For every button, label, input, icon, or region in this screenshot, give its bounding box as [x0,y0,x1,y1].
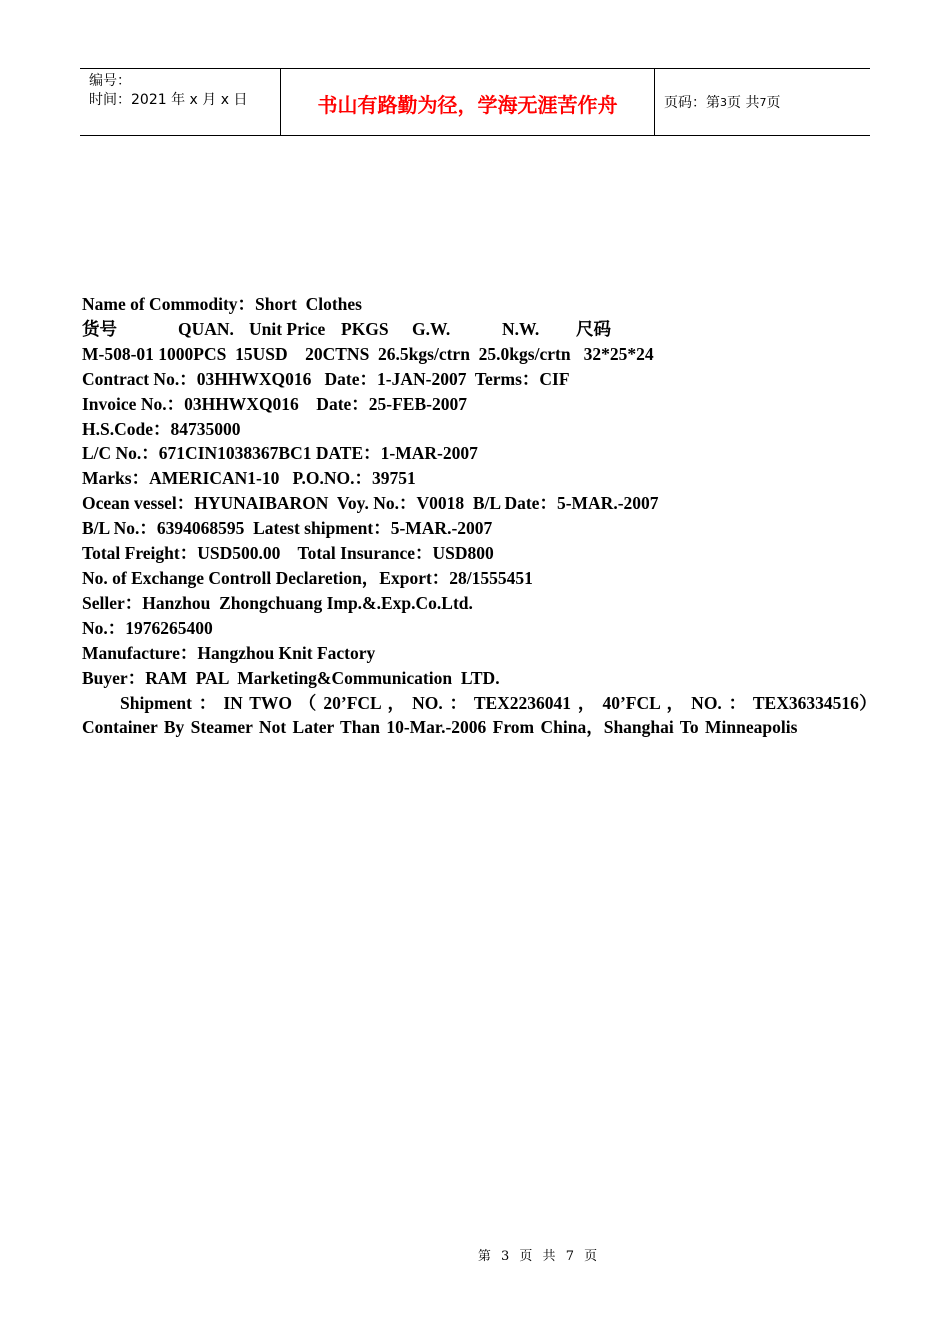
page-label-pre: 页码：第 [664,95,720,111]
header-page-info [655,69,870,135]
col-size: 尺码 [576,318,611,339]
bl-line: B/L No.：6394068595 Latest shipment：5-MAR.-2007 [82,518,493,539]
col-quantity: QUAN. [178,318,234,339]
col-pkgs: PKGS [341,318,389,339]
page-post: 页 [766,95,781,111]
col-item-no: 货号 [82,318,117,339]
hs-code-line: H.S.Code：84735000 [82,418,241,439]
time-line [89,91,280,110]
footer-mid: 页 共 [519,1249,559,1264]
number-label: 编号： [89,73,131,89]
document-body [82,292,868,740]
table-row: M-508-01 1000PCS 15USD 20CTNS 26.5kgs/ctrn 25.0kgs/crtn 32*25*24 [82,343,654,364]
seller-line: Seller：Hanzhou Zhongchuang Imp.&.Exp.Co.Ltd. [82,592,473,613]
footer-pre: 第 [477,1249,494,1264]
page-total: 7 [759,95,767,109]
time-value: 2021 年 x 月 x 日 [131,92,248,108]
page-current: 3 [720,95,727,109]
buyer-line: Buyer：RAM PAL Marketing&Communication LTD. [82,667,500,688]
footer-total: 7 [565,1249,577,1264]
vessel-line: Ocean vessel：HYUNAIBARON Voy. No.：V0018 B/L Date：5-MAR.-2007 [82,493,659,514]
footer-current: 3 [501,1249,513,1264]
table-header [82,317,868,342]
freight-line: Total Freight：USD500.00 Total Insurance：USD800 [82,543,494,564]
exchange-line: No. of Exchange Controll Declaretion，Export：28/1555451 [82,567,533,588]
col-unit-price: Unit Price [249,318,326,339]
time-label: 时间： [89,92,131,108]
invoice-line: Invoice No.：03HHWXQ016 Date：25-FEB-2007 [82,393,467,414]
header-meta [80,69,281,135]
page-header [80,68,870,136]
page-mid: 页 共 [727,95,760,111]
page-footer [0,1245,950,1264]
header-motto: 书山有路勤为径，学海无涯苦作舟 [281,69,655,135]
col-gross-weight: G.W. [412,318,451,339]
manufacture-line: Manufacture：Hangzhou Knit Factory [82,642,376,663]
contract-line: Contract No.：03HHWXQ016 Date：1-JAN-2007 Terms：CIF [82,368,570,389]
shipment-paragraph: Shipment ： IN TWO （ 20’FCL ， NO. ： TEX2236041 ， 40’FCL ， NO. ： TEX36334516）Container By Steamer Not Later Than 10-Mar.-2006 From China，Shanghai To Minneapolis [82,692,868,738]
col-net-weight: N.W. [502,318,540,339]
commodity-line: Name of Commodity：Short Clothes [82,294,362,314]
footer-post: 页 [584,1249,601,1264]
number-line: No.：1976265400 [82,617,213,638]
lc-line: L/C No.：671CIN1038367BC1 DATE：1-MAR-2007 [82,443,478,464]
marks-line: Marks：AMERICAN1-10 P.O.NO.：39751 [82,468,416,489]
